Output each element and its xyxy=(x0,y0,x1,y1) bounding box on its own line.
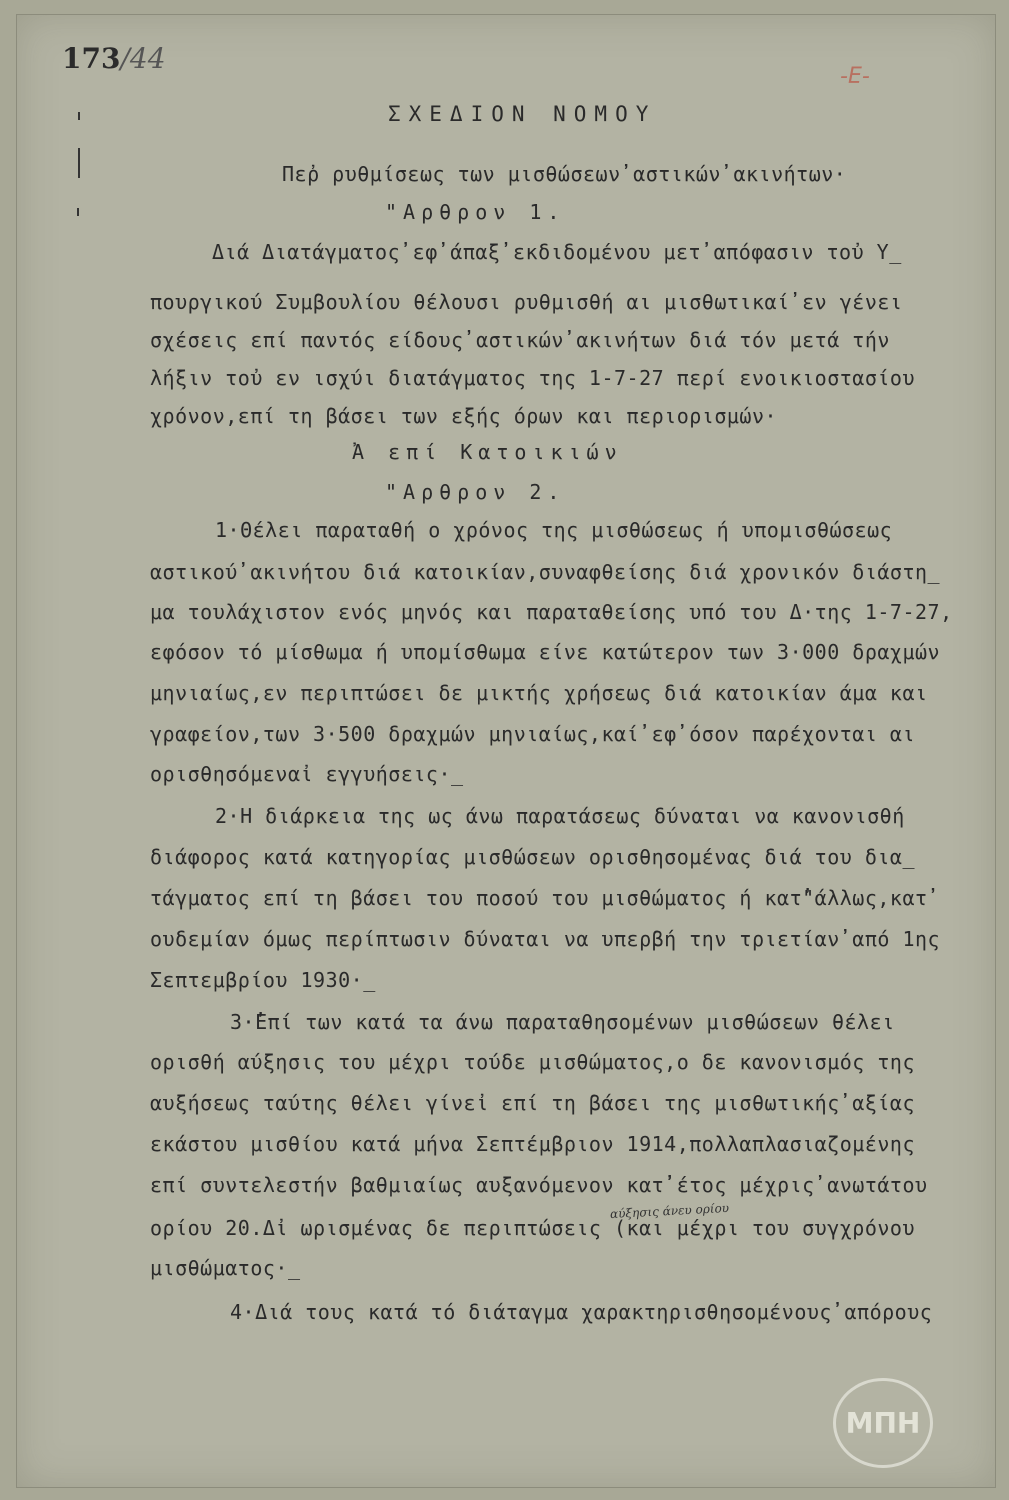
article-1-heading: "Αρθρον 1. xyxy=(385,200,566,224)
text-line: 1·Θέλει παραταθή ο χρόνος της μισθώσεως ή υπομισθώσεως xyxy=(215,518,893,542)
text-line: αστικού̓ ακινήτου διά κατοικίαν,συναφθείσης διά χρονικόν διάστη_ xyxy=(150,560,941,584)
article-2-heading: "Αρθρον 2. xyxy=(385,480,566,504)
document-title: ΣΧΕΔΙΟΝ ΝΟΜΟΥ xyxy=(388,102,657,126)
text-line: λήξιν τοὐ εν ισχύι διατάγματος της 1-7-27 περί ενοικιοστασίου xyxy=(150,366,916,390)
text-line: σχέσεις επί παντός είδους̓ αστικών̓ ακινήτων διά τόν μετά τήν xyxy=(150,328,890,352)
text-line: Διά Διατάγματος̓ εφ̓ άπαξ̓ εκδιδομένου μετ̓ απόφασιν τοὐ Υ_ xyxy=(212,240,902,264)
text-line: μα τουλάχιστον ενός μηνός και παραταθείσης υπό του Δ·της 1-7-27, xyxy=(150,600,953,624)
handwritten-insertion: αύξησις άνευ ορίου xyxy=(609,1200,730,1222)
margin-mark xyxy=(78,148,80,178)
text-line: εφόσον τό μίσθωμα ή υπομίσθωμα είνε κατώτερον των 3·000 δραχμών xyxy=(150,640,941,664)
margin-mark xyxy=(77,208,79,216)
text-line: 4·Διά τους κατά τό διάταγμα χαρακτηρισθησομένους̓ απόρους xyxy=(230,1300,933,1324)
text-line: μηνιαίως,εν περιπτώσει δε μικτής χρήσεως διά κατοικίαν άμα και xyxy=(150,681,928,705)
text-line: ορισθή αύξησις του μέχρι τούδε μισθώματος,ο δε κανονισμός της xyxy=(150,1050,916,1074)
text-line: 3·̓Επί των κατά τα άνω παραταθησομένων μισθώσεων θέλει xyxy=(230,1010,895,1034)
text-line: μισθώματος·_ xyxy=(150,1256,301,1280)
folio-number: 173/44 xyxy=(62,42,166,75)
text-line: χρόνον,επί τη βάσει των εξής όρων και περιορισμών· xyxy=(150,404,778,428)
text-line: 2·Η διάρκεια της ως άνω παρατάσεως δύναται να κανονισθή xyxy=(215,804,905,828)
section-a-heading: Ἀ επί Κατοικιών xyxy=(352,440,623,464)
text-line: γραφείον,των 3·500 δραχμών μηνιαίως,καί̓ εφ̓ όσον παρέχονται αι xyxy=(150,722,916,746)
folio-number-pen: 44 xyxy=(129,42,166,75)
text-line: πουργικού Συμβουλίου θέλουσι ρυθμισθή αι μισθωτικαί̓ εν γένει xyxy=(150,290,903,314)
document-subtitle: Πεῤ ρυθμίσεως των μισθώσεων̓ αστικών̓ ακινήτων· xyxy=(282,162,847,186)
seal-lettering: ΜΠΗ xyxy=(845,1406,921,1440)
text-line: εκάστου μισθίου κατά μήνα Σεπτέμβριον 1914,πολλαπλασιαζομένης xyxy=(150,1132,916,1156)
folio-number-typed: 173 xyxy=(62,42,121,75)
margin-mark xyxy=(78,112,80,120)
text-line: ορισθησόμεναἰ εγγυήσεις·_ xyxy=(150,762,464,786)
page-mark: -Ε- xyxy=(840,64,870,89)
text-line: ορίου 20.Δἰ ωρισμένας δε περιπτώσεις (και μέχρι του συγχρόνου xyxy=(150,1216,916,1240)
text-line: ουδεμίαν όμως περίπτωσιν δύναται να υπερβή την τριετίαν̓ από 1ης xyxy=(150,927,941,951)
text-line: επί συντελεστήν βαθμιαίως αυξανόμενον κατ̓̓ έτος μέχρις̓ ανωτάτου xyxy=(150,1173,928,1197)
text-line: διάφορος κατά κατηγορίας μισθώσεων ορισθησομένας διά του δια_ xyxy=(150,845,916,869)
text-line: αυξήσεως ταύτης θέλει γίνεἰ επί τη βάσει της μισθωτικής̓ αξίας xyxy=(150,1091,916,1115)
archive-seal xyxy=(833,1378,933,1468)
text-line: τάγματος επί τη βάσει του ποσού του μισθώματος ή κατ̓"άλλως,κατ̓ xyxy=(150,886,928,910)
text-line: Σεπτεμβρίου 1930·_ xyxy=(150,968,376,992)
